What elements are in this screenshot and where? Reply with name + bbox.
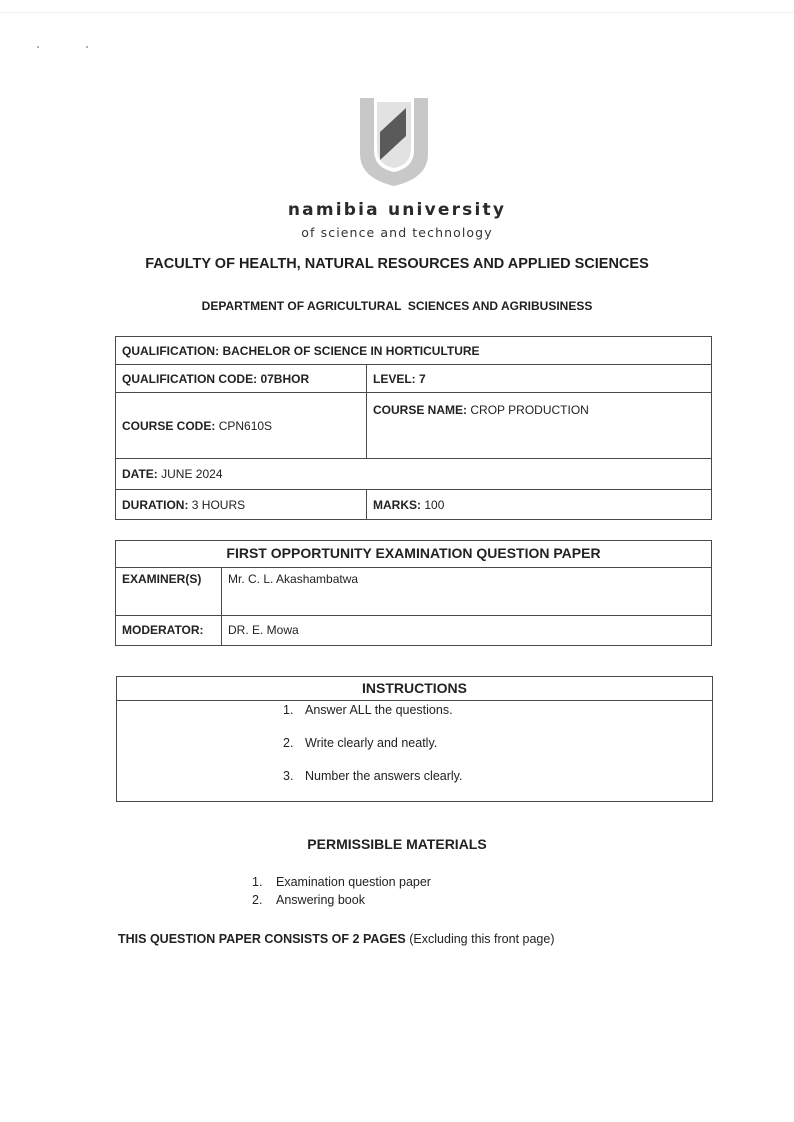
date-cell — [116, 459, 712, 490]
level-cell — [367, 365, 712, 393]
instructions-title: INSTRUCTIONS — [362, 680, 467, 696]
instruction-number: 3. — [283, 769, 294, 783]
course-info-table — [115, 336, 712, 520]
duration-label: DURATION: — [122, 497, 189, 512]
level-value: 7 — [419, 371, 426, 386]
course-name-cell — [367, 393, 712, 459]
marks-cell — [367, 490, 712, 520]
permissible-materials-title: PERMISSIBLE MATERIALS — [307, 836, 487, 852]
examiner-label: EXAMINER(S) — [116, 568, 222, 616]
scan-speck — [37, 46, 39, 48]
course-code-value: CPN610S — [218, 418, 273, 433]
qualification-code-value: 07BHOR — [260, 371, 310, 386]
page-count-note — [118, 932, 554, 946]
permissible-item — [252, 893, 365, 907]
permissible-item — [252, 875, 431, 889]
exam-title: FIRST OPPORTUNITY EXAMINATION QUESTION PAPER — [116, 541, 712, 568]
instructions-box — [116, 676, 713, 802]
marks-value: 100 — [424, 497, 445, 512]
instruction-text: Write clearly and neatly. — [305, 736, 438, 750]
course-code-cell — [116, 393, 367, 459]
qualification-label: QUALIFICATION: — [122, 343, 220, 358]
date-value: JUNE 2024 — [161, 467, 223, 481]
permissible-number: 2. — [252, 893, 263, 907]
course-name-label: COURSE NAME: — [373, 403, 468, 417]
university-logo — [356, 92, 432, 188]
moderator-row — [116, 616, 712, 646]
department-title: DEPARTMENT OF AGRICULTURAL SCIENCES AND AGRIBUSINESS — [201, 299, 593, 313]
duration-row — [116, 490, 712, 520]
scan-edge-line — [0, 12, 794, 13]
qualification-cell — [116, 337, 712, 365]
instruction-number: 2. — [283, 736, 294, 750]
instruction-text: Answer ALL the questions. — [305, 703, 453, 717]
instruction-item — [283, 703, 453, 717]
qualification-code-cell — [116, 365, 367, 393]
duration-value: 3 HOURS — [191, 497, 246, 512]
level-label: LEVEL: — [373, 371, 416, 386]
instructions-divider — [117, 700, 712, 701]
moderator-value: DR. E. Mowa — [222, 616, 712, 646]
course-name-value: CROP PRODUCTION — [470, 403, 589, 417]
scan-speck — [86, 46, 88, 48]
date-label: DATE: — [122, 467, 158, 481]
instruction-item — [283, 736, 437, 750]
university-name: namibia university — [287, 200, 507, 220]
permissible-text: Answering book — [276, 893, 365, 907]
exam-info-table — [115, 540, 712, 646]
qualification-code-row — [116, 365, 712, 393]
qualification-row — [116, 337, 712, 365]
instruction-item — [283, 769, 462, 783]
page-count-bold: THIS QUESTION PAPER CONSISTS OF 2 PAGES — [118, 932, 406, 946]
faculty-title: FACULTY OF HEALTH, NATURAL RESOURCES AND APPLIED SCIENCES — [145, 256, 649, 272]
marks-label: MARKS: — [373, 497, 421, 512]
qualification-code-label: QUALIFICATION CODE: — [122, 371, 258, 386]
university-subtitle: of science and technology — [301, 225, 493, 240]
exam-title-row — [116, 541, 712, 568]
examiner-row — [116, 568, 712, 616]
duration-cell — [116, 490, 367, 520]
instruction-text: Number the answers clearly. — [305, 769, 463, 783]
page-count-normal: (Excluding this front page) — [409, 932, 555, 946]
examiner-value: Mr. C. L. Akashambatwa — [222, 568, 712, 616]
course-code-label: COURSE CODE: — [122, 418, 216, 433]
qualification-value: BACHELOR OF SCIENCE IN HORTICULTURE — [222, 343, 480, 358]
course-row — [116, 393, 712, 459]
permissible-number: 1. — [252, 875, 263, 889]
instruction-number: 1. — [283, 703, 294, 717]
date-row — [116, 459, 712, 490]
moderator-label: MODERATOR: — [116, 616, 222, 646]
permissible-text: Examination question paper — [276, 875, 431, 889]
